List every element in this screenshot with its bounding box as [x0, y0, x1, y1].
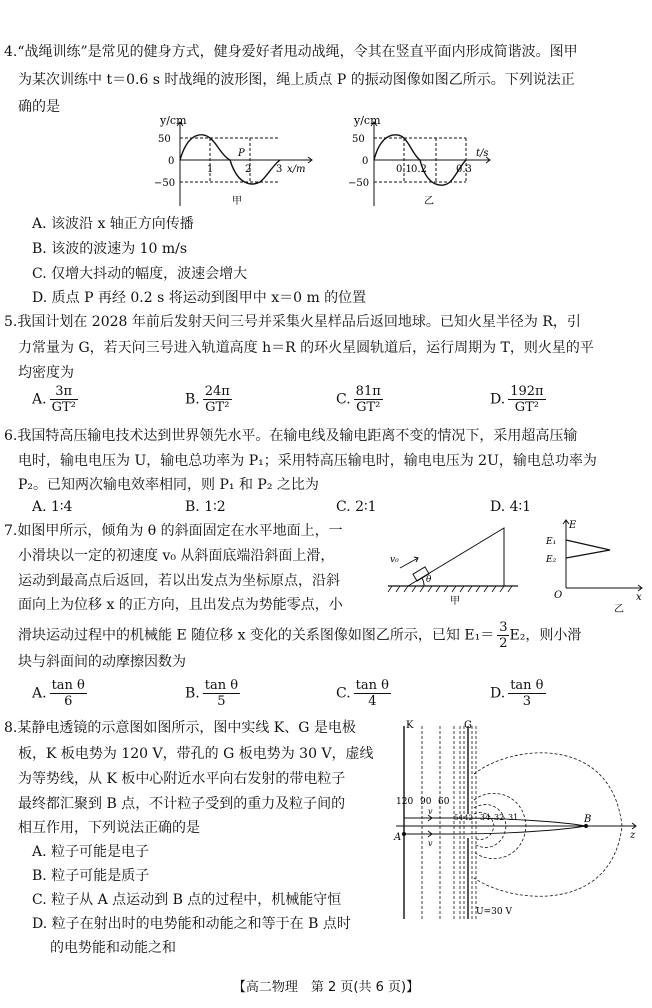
- figure-caption-jia: 甲: [450, 596, 460, 607]
- waveform: [180, 135, 283, 184]
- q7-line5-tail: E₂，则小滑: [509, 627, 582, 644]
- q4-stem-line-3: 确的是: [18, 99, 60, 115]
- denominator: GT²: [356, 400, 381, 415]
- figure-caption-yi: 乙: [424, 196, 434, 207]
- velocity-arrow: [400, 558, 418, 568]
- q4-option-b: B. 该波的波速为 10 m/s: [32, 241, 188, 257]
- potential-34: 34: [480, 813, 491, 822]
- denominator: 3: [522, 694, 531, 709]
- q7-option-c: [336, 678, 391, 709]
- x-tick-2: 2: [245, 164, 252, 175]
- B-label: B: [584, 814, 592, 825]
- q7-stem-line-5: [18, 620, 581, 651]
- ground-hatching: [388, 586, 512, 592]
- x-axis-label: x/m: [287, 164, 306, 175]
- numerator: 3π: [50, 384, 78, 400]
- numerator: tan θ: [204, 678, 239, 693]
- y-tick-minus50: −50: [154, 178, 176, 189]
- q7-option-d: [490, 678, 546, 709]
- q4-vibration-graph-yi: [344, 116, 494, 208]
- q8-stem-line-3: 为等势线，从 K 板中心附近水平向右发射的带电粒子: [18, 771, 346, 787]
- t-axis-label: t/s: [476, 148, 489, 159]
- denominator: 4: [368, 694, 377, 709]
- q7-incline-figure-jia: [386, 524, 526, 608]
- option-letter: A.: [32, 391, 47, 408]
- x-tick-1: 1: [207, 164, 214, 175]
- numerator: tan θ: [510, 678, 544, 693]
- potential-54: 54: [454, 814, 463, 822]
- q6-option-b: B. 1∶2: [185, 499, 226, 515]
- theta-label: θ: [426, 575, 432, 585]
- q8-stem-line-1: 8.某静电透镜的示意图如图所示，图中实线 K、G 是电极: [4, 720, 356, 736]
- q7-stem-line-1: 7.如图甲所示，倾角为 θ 的斜面固定在水平地面上，一: [4, 523, 343, 539]
- energy-curve: [566, 540, 610, 558]
- numerator: 24π: [204, 384, 230, 399]
- q7-stem-line-6: 块与斜面间的动摩擦因数为: [18, 654, 186, 670]
- v0-label: v₀: [390, 555, 399, 565]
- q5-option-d: [490, 384, 546, 415]
- q7-stem-line-4: 面向上为位移 x 的正方向，且出发点为势能零点，小: [18, 597, 343, 613]
- q6-option-a: A. 1∶4: [32, 499, 73, 515]
- q5-option-c: [336, 384, 383, 415]
- q8-option-a: A. 粒子可能是电子: [32, 844, 150, 860]
- x-tick-3: 3: [276, 164, 283, 175]
- numerator: tan θ: [355, 678, 389, 693]
- q8-stem-line-2: 板，K 板电势为 120 V，带孔的 G 板电势为 30 V，虚线: [18, 746, 374, 762]
- denominator: 6: [64, 694, 73, 709]
- y-tick-minus50: −50: [348, 178, 370, 189]
- q7-option-a: [32, 678, 87, 709]
- q7-stem-line-3: 运动到最高点后返回，若以出发点为坐标原点，沿斜: [18, 573, 340, 589]
- q5-stem-line-2: 力常量为 G，若天问三号进入轨道高度 h＝R 的环火星圆轨道后，运行周期为 T，则火星的平: [18, 340, 594, 356]
- q4-option-c: C. 仅增大抖动的幅度，波速会增大: [32, 266, 248, 282]
- denominator: GT²: [51, 400, 76, 415]
- q4-option-a: A. 该波沿 x 轴正方向传播: [32, 216, 194, 232]
- option-letter: D.: [490, 685, 506, 702]
- denominator: 5: [217, 694, 226, 709]
- potential-42: 42: [464, 814, 473, 822]
- q7-line5-text: 滑块运动过程中的机械能 E 随位移 x 变化的关系图像如图乙所示，已知 E₁＝: [18, 627, 495, 644]
- q8-option-b: B. 粒子可能是质子: [32, 868, 150, 884]
- q7-energy-graph-yi: [540, 516, 646, 616]
- option-letter: A.: [32, 685, 47, 702]
- A-label: A: [394, 832, 402, 843]
- equipotential-lines: [422, 726, 622, 919]
- numerator: 81π: [355, 384, 381, 399]
- y-tick-0: 0: [362, 156, 369, 167]
- figure-caption-yi: 乙: [614, 604, 624, 615]
- denominator: 2: [499, 636, 508, 651]
- y-tick-50: 50: [352, 134, 365, 145]
- q8-stem-line-5: 相互作用，下列说法正确的是: [18, 820, 200, 836]
- point-P-label: P: [238, 148, 245, 159]
- q4-stem-line-1: 4.“战绳训练”是常见的健身方式，健身爱好者甩动战绳，令其在竖直平面内形成简谐波。图甲: [4, 44, 578, 60]
- t-tick-0.3: 0.3: [456, 164, 472, 175]
- q4-option-d: D. 质点 P 再经 0.2 s 将运动到图甲中 x＝0 m 的位置: [32, 290, 367, 306]
- q6-option-d: D. 4∶1: [490, 499, 532, 515]
- q8-option-c: C. 粒子从 A 点运动到 B 点的过程中，机械能守恒: [32, 892, 342, 908]
- q5-option-a: [32, 384, 78, 415]
- y-tick-0: 0: [168, 156, 175, 167]
- potential-90: 90: [420, 797, 432, 807]
- option-letter: C.: [336, 391, 351, 408]
- y-axis-label: y/cm: [354, 116, 381, 127]
- K-label: K: [406, 720, 414, 731]
- G-label: G: [464, 720, 472, 731]
- y-tick-50: 50: [158, 134, 171, 145]
- q8-option-d-continued: 的电势能和动能之和: [50, 940, 176, 956]
- potential-31: 31: [508, 813, 519, 822]
- q6-stem-line-2: 电时，输电电压为 U，输电总功率为 P₁；采用特高压输电时，输电电压为 2U，输电总功率为: [18, 453, 597, 469]
- potential-32: 32: [494, 813, 505, 822]
- t-tick-0.2: 0.2: [411, 164, 427, 175]
- q4-stem-line-2: 为某次训练中 t＝0.6 s 时战绳的波形图，绳上质点 P 的振动图像如图乙所示。下列说法正: [18, 72, 575, 88]
- denominator: GT²: [205, 400, 230, 415]
- numerator: 3: [499, 620, 508, 635]
- q5-stem-line-1: 5.我国计划在 2028 年前后发射天问三号并采集火星样品后返回地球。已知火星半径为 R，引: [4, 314, 581, 330]
- q5-stem-line-3: 均密度为: [18, 365, 74, 381]
- E2-label: E₂: [546, 555, 557, 565]
- page-footer: 【高二物理 第 2 页(共 6 页)】: [232, 980, 420, 995]
- q4-wave-graph-jia: [150, 116, 320, 208]
- origin-label: O: [554, 590, 563, 601]
- E-axis-label: E: [569, 520, 577, 531]
- E1-label: E₁: [546, 537, 557, 547]
- option-letter: B.: [185, 391, 200, 408]
- x-axis-label: x: [636, 592, 642, 603]
- denominator: GT²: [514, 400, 539, 415]
- t-tick-0.1: 0.1: [396, 164, 412, 175]
- q6-stem-line-1: 6.我国特高压输电技术达到世界领先水平。在输电线及输电距离不变的情况下，采用超高压输: [4, 428, 578, 444]
- numerator: tan θ: [51, 678, 85, 693]
- q8-option-d: D. 粒子在射出时的电势能和动能之和等于在 B 点时: [32, 916, 351, 932]
- q6-option-c: C. 2∶1: [336, 499, 377, 515]
- v-label-upper: v: [428, 807, 433, 816]
- potential-120: 120: [396, 797, 414, 807]
- U-label: U=30 V: [476, 907, 512, 917]
- v-label-lower: v: [428, 839, 433, 848]
- q7-stem-line-2: 小滑块以一定的初速度 v₀ 从斜面底端沿斜面上滑，: [18, 548, 335, 564]
- q6-stem-line-3: P₂。已知两次输电效率相同，则 P₁ 和 P₂ 之比为: [18, 477, 319, 493]
- option-letter: D.: [490, 391, 506, 408]
- q8-electrostatic-lens-figure: [392, 714, 642, 924]
- q5-option-b: [185, 384, 232, 415]
- q8-stem-line-4: 最终都汇聚到 B 点，不计粒子受到的重力及粒子间的: [18, 796, 346, 812]
- y-axis-label: y/cm: [160, 116, 187, 127]
- option-letter: B.: [185, 685, 200, 702]
- q7-option-b: [185, 678, 240, 709]
- z-label: z: [630, 830, 636, 841]
- option-letter: C.: [336, 685, 351, 702]
- potential-60: 60: [438, 797, 450, 807]
- angle-arc: [422, 578, 424, 586]
- point-A: [402, 832, 405, 835]
- figure-caption-jia: 甲: [232, 196, 242, 207]
- numerator: 192π: [510, 384, 544, 399]
